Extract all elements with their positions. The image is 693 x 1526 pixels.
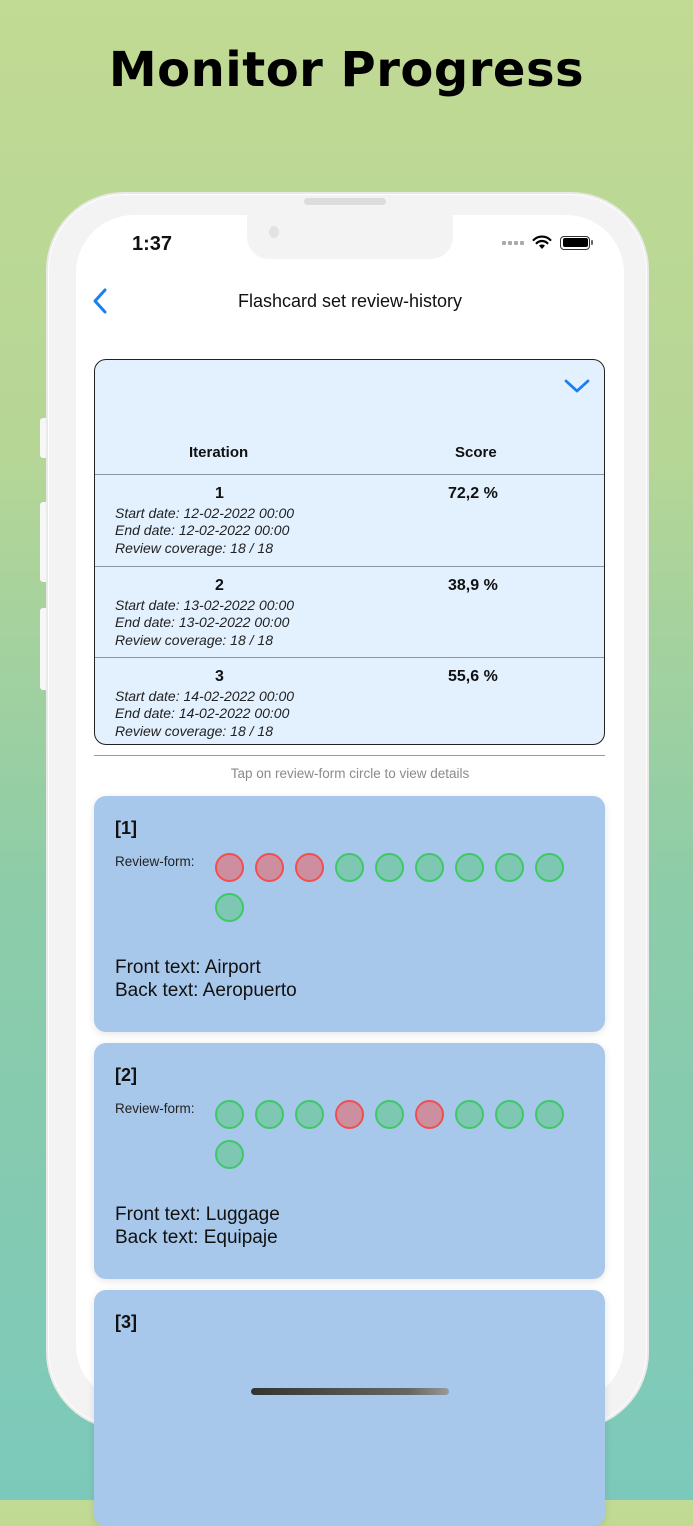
flashcard-result-card — [94, 1043, 605, 1279]
review-circle-right[interactable] — [455, 1100, 484, 1129]
column-header-iteration: Iteration — [189, 444, 249, 461]
scroll-content[interactable] — [76, 215, 624, 1332]
flashcard-result-card — [94, 1290, 605, 1526]
iteration-score: 38,9 % — [448, 577, 498, 594]
end-date: End date: 14-02-2022 00:00 — [115, 705, 290, 722]
review-circle-wrong[interactable] — [335, 1100, 364, 1129]
card-index: [2] — [115, 1065, 137, 1085]
app-screen — [76, 215, 624, 1403]
review-circle-right[interactable] — [295, 1100, 324, 1129]
card-index: [3] — [115, 1312, 137, 1332]
iteration-score: 55,6 % — [448, 668, 498, 685]
iteration-meta — [115, 505, 294, 557]
review-coverage: Review coverage: 18 / 18 — [115, 722, 273, 739]
column-header-score: Score — [455, 444, 497, 461]
signal-dots-icon — [502, 241, 524, 245]
iteration-number: 1 — [215, 485, 224, 502]
table-row[interactable] — [95, 567, 604, 658]
table-row[interactable] — [95, 658, 604, 749]
review-circle-right[interactable] — [215, 893, 244, 922]
review-circle-wrong[interactable] — [255, 853, 284, 882]
review-circle-right[interactable] — [495, 1100, 524, 1129]
tap-hint: Tap on review-form circle to view details — [230, 766, 470, 781]
promo-headline: Monitor Progress — [108, 42, 585, 98]
review-circle-right[interactable] — [375, 853, 404, 882]
review-circle-wrong[interactable] — [415, 1100, 444, 1129]
review-circle-right[interactable] — [495, 853, 524, 882]
end-date: End date: 12-02-2022 00:00 — [115, 522, 290, 539]
start-date: Start date: 13-02-2022 00:00 — [115, 597, 295, 613]
review-form-label: Review-form: — [115, 854, 195, 869]
home-indicator[interactable] — [251, 1388, 449, 1395]
start-date: Start date: 12-02-2022 00:00 — [115, 505, 295, 521]
review-circle-wrong[interactable] — [215, 853, 244, 882]
review-coverage: Review coverage: 18 / 18 — [115, 539, 273, 556]
back-text: Back text: Equipaje — [115, 1227, 278, 1248]
battery-icon — [560, 236, 590, 250]
review-coverage: Review coverage: 18 / 18 — [115, 631, 273, 648]
review-circle-wrong[interactable] — [295, 853, 324, 882]
page-title: Flashcard set review-history — [237, 291, 463, 311]
iteration-number: 2 — [215, 577, 224, 594]
chevron-down-icon[interactable] — [564, 378, 590, 394]
review-form-circles — [215, 853, 585, 922]
review-circle-right[interactable] — [215, 1140, 244, 1169]
status-time: 1:37 — [132, 233, 173, 255]
review-circle-right[interactable] — [535, 1100, 564, 1129]
notch — [247, 215, 453, 259]
iteration-meta — [115, 688, 294, 740]
back-text: Back text: Aeropuerto — [115, 980, 297, 1001]
review-circle-right[interactable] — [535, 853, 564, 882]
front-text: Front text: Airport — [115, 957, 261, 978]
divider — [94, 755, 605, 756]
status-icons — [502, 235, 590, 250]
review-circle-right[interactable] — [415, 853, 444, 882]
table-row[interactable] — [95, 475, 604, 566]
camera-icon — [269, 226, 279, 238]
review-circle-right[interactable] — [375, 1100, 404, 1129]
iteration-meta — [115, 597, 294, 649]
card-index: [1] — [115, 818, 137, 838]
review-form-circles — [215, 1100, 585, 1169]
iteration-score: 72,2 % — [448, 485, 498, 502]
review-form-label: Review-form: — [115, 1101, 195, 1116]
flashcard-result-card — [94, 796, 605, 1032]
start-date: Start date: 14-02-2022 00:00 — [115, 688, 295, 704]
front-text: Front text: Luggage — [115, 1204, 280, 1225]
speaker-grille — [304, 198, 386, 205]
review-circle-right[interactable] — [255, 1100, 284, 1129]
iteration-number: 3 — [215, 668, 224, 685]
end-date: End date: 13-02-2022 00:00 — [115, 614, 290, 631]
review-circle-right[interactable] — [455, 853, 484, 882]
review-circle-right[interactable] — [215, 1100, 244, 1129]
wifi-icon — [532, 235, 552, 250]
review-circle-right[interactable] — [335, 853, 364, 882]
review-history-table — [94, 359, 605, 745]
